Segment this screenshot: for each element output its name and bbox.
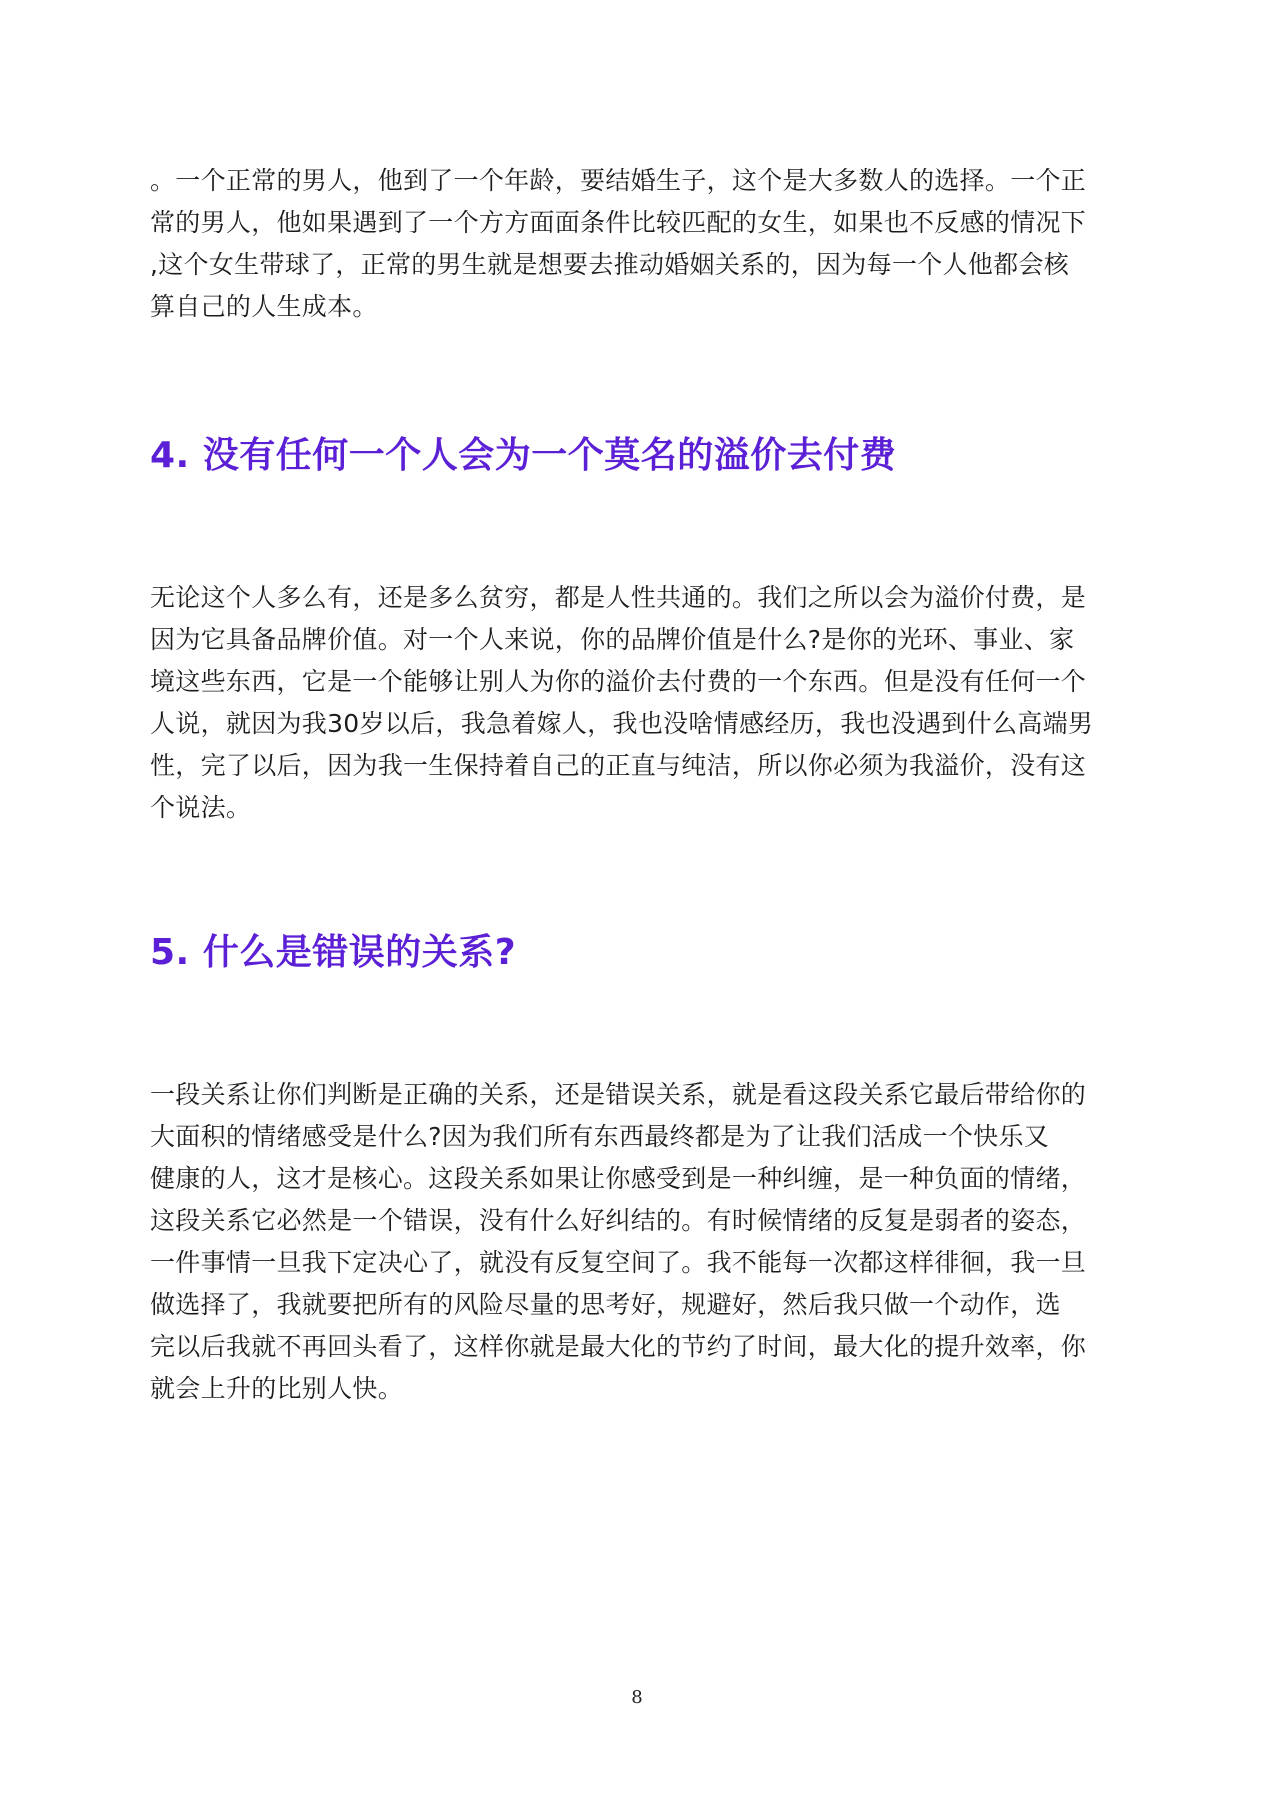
body-paragraph-section-4: 无论这个人多么有，还是多么贫穷，都是人性共通的。我们之所以会为溢价付费，是 因为它具备品牌价值。对一个人来说，你的品牌价值是什么?是你的光环、事业、家 境这些东西，它是一个能够让别人为你的溢价去付费的一个东西。但是没有任何一个 人说，就因为我30岁以后，我急着嫁人，我也没啥情感经历，我也没遇到什么高端男 性，完了以后，因为我一生保持着自己的正直与纯洁，所以你必须为我溢价，没有这 个说法。 <box>150 583 1094 822</box>
page-number: 8 <box>631 1687 643 1708</box>
section-heading-4: 4. 没有任何一个人会为一个莫名的溢价去付费 <box>150 435 897 476</box>
body-paragraph-intro: 。一个正常的男人，他到了一个年龄，要结婚生子，这个是大多数人的选择。一个正 常的男人，他如果遇到了一个方方面面条件比较匹配的女生，如果也不反感的情况下 ,这个女生带球了，正常的男生就是想要去推动婚姻关系的，因为每一个人他都会核 算自己的人生成本。 <box>150 166 1087 321</box>
section-heading-5: 5. 什么是错误的关系? <box>150 932 517 973</box>
body-paragraph-section-5: 一段关系让你们判断是正确的关系，还是错误关系，就是看这段关系它最后带给你的 大面积的情绪感受是什么?因为我们所有东西最终都是为了让我们活成一个快乐又 健康的人，这才是核心。这段关系如果让你感受到是一种纠缠，是一种负面的情绪， 这段关系它必然是一个错误，没有什么好纠结的。有时候情绪的反复是弱者的姿态， 一件事情一旦我下定决心了，就没有反复空间了。我不能每一次都这样徘徊，我一旦 做选择了，我就要把所有的风险尽量的思考好，规避好，然后我只做一个动作，选 完以后我就不再回头看了，这样你就是最大化的节约了时间，最大化的提升效率，你 就会上升的比别人快。 <box>150 1080 1087 1403</box>
